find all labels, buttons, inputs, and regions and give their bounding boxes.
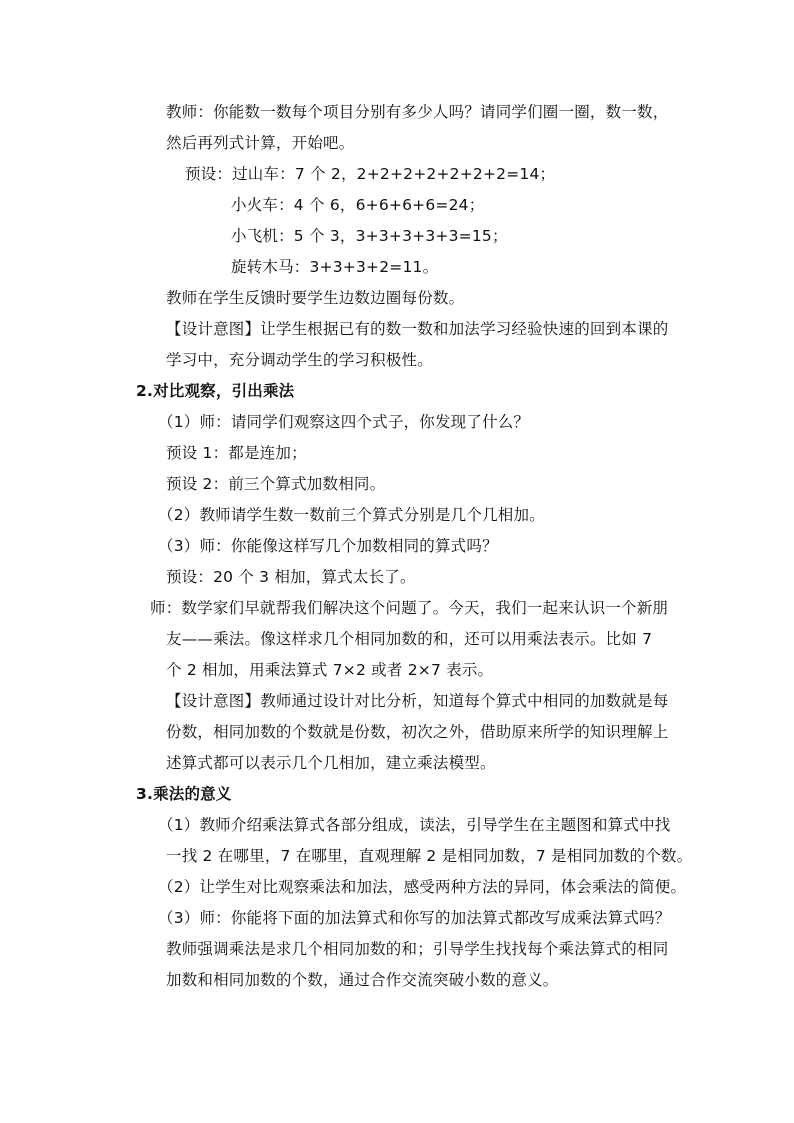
paragraph-line: （3）师：你能将下面的加法算式和你写的加法算式都改写成乘法算式吗？	[158, 909, 671, 927]
paragraph-line: 教师强调乘法是求几个相同加数的和；引导学生找找每个乘法算式的相同	[166, 940, 669, 958]
paragraph-line: 一找 2 在哪里，7 在哪里，直观理解 2 是相同加数，7 是相同加数的个数。	[166, 847, 693, 865]
paragraph-line: 预设：过山车：7 个 2，2+2+2+2+2+2+2=14；	[185, 165, 556, 183]
paragraph-line: 预设 2：前三个算式加数相同。	[166, 475, 386, 493]
paragraph-line: 加数和相同加数的个数，通过合作交流突破小数的意义。	[166, 971, 559, 989]
paragraph-line: 然后再列式计算，开始吧。	[166, 134, 355, 152]
paragraph-line: 旋转木马：3+3+3+2=11。	[231, 258, 439, 276]
paragraph-line: 友——乘法。像这样求几个相同加数的和，还可以用乘法表示。比如 7	[166, 630, 653, 648]
paragraph-line: 个 2 相加，用乘法算式 7×2 或者 2×7 表示。	[166, 661, 494, 679]
paragraph-line: 预设：20 个 3 相加，算式太长了。	[166, 568, 416, 586]
paragraph-line: （1）师：请同学们观察这四个式子，你发现了什么？	[158, 413, 530, 431]
section-heading: 3.乘法的意义	[136, 785, 232, 803]
paragraph-line: 小飞机：5 个 3，3+3+3+3+3=15；	[231, 227, 508, 245]
paragraph-line: （3）师：你能像这样写几个加数相同的算式吗？	[158, 537, 498, 555]
section-heading: 2.对比观察，引出乘法	[136, 382, 295, 400]
paragraph-line: 述算式都可以表示几个几相加，建立乘法模型。	[166, 754, 496, 772]
paragraph-line: （2）教师请学生数一数前三个算式分别是几个几相加。	[158, 506, 545, 524]
paragraph-line: 教师在学生反馈时要学生边数边圈每份数。	[166, 289, 465, 307]
paragraph-line: （2）让学生对比观察乘法和加法，感受两种方法的异同，体会乘法的简便。	[158, 878, 687, 896]
paragraph-line: 师：数学家们早就帮我们解决这个问题了。今天，我们一起来认识一个新朋	[150, 599, 669, 617]
paragraph-line: 【设计意图】让学生根据已有的数一数和加法学习经验快速的回到本课的	[166, 320, 669, 338]
paragraph-line: 学习中，充分调动学生的学习积极性。	[166, 351, 433, 369]
paragraph-line: 教师：你能数一数每个项目分别有多少人吗？请同学们圈一圈，数一数，	[166, 103, 669, 121]
paragraph-line: 【设计意图】教师通过设计对比分析，知道每个算式中相同的加数就是每	[166, 692, 669, 710]
paragraph-line: 份数，相同加数的个数就是份数，初次之外，借助原来所学的知识理解上	[166, 723, 669, 741]
paragraph-line: 小火车：4 个 6，6+6+6+6=24；	[231, 196, 485, 214]
paragraph-line: （1）教师介绍乘法算式各部分组成，读法，引导学生在主题图和算式中找	[158, 816, 671, 834]
paragraph-line: 预设 1：都是连加；	[166, 444, 307, 462]
